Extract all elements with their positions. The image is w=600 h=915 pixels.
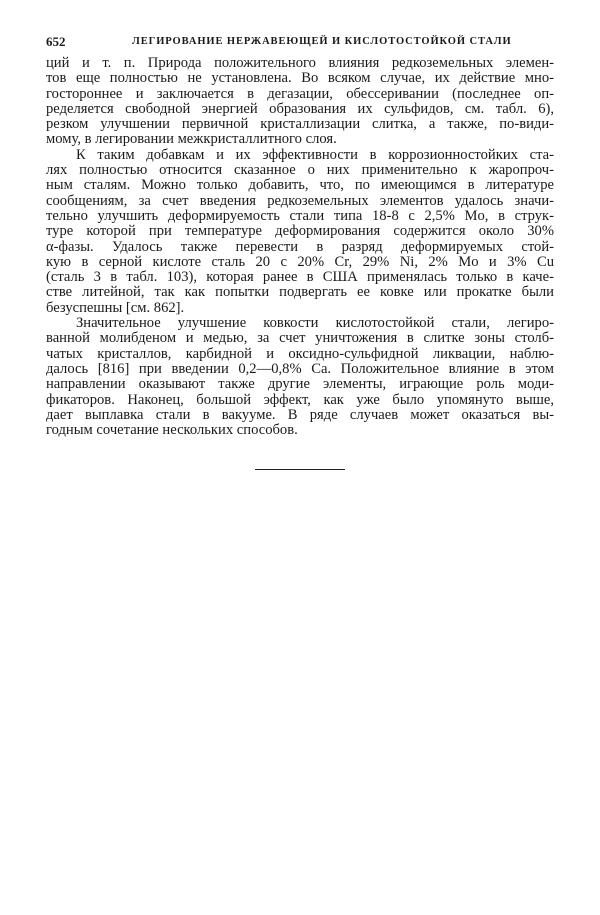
text-line: чатых кристаллов, карбидной и оксидно-сульфидной ликвации, наблю-: [46, 345, 554, 362]
text-line: мому, в легировании межкристаллитного слоя.: [46, 131, 337, 148]
running-title: ЛЕГИРОВАНИЕ НЕРЖАВЕЮЩЕЙ И КИСЛОТОСТОЙКОЙ СТАЛИ: [132, 36, 512, 47]
text-line: ций и т. п. Природа положительного влияния редкоземельных элемен-: [46, 55, 554, 71]
text-line: годным сочетание нескольких способов.: [46, 422, 298, 439]
text-line: безуспешны [см. 862].: [46, 299, 185, 316]
paragraph-3: [46, 316, 554, 438]
text-line: тов еще полностью не установлена. Во всяком случае, их действие мно-: [46, 70, 554, 87]
body-text: [46, 56, 554, 438]
page-number: 652: [46, 34, 66, 49]
text-line: К таким добавкам и их эффективности в коррозионностойких ста-: [76, 146, 554, 163]
text-line: ванной молибденом и медью, за счет уничтожения в слитке зоны столб-: [46, 330, 554, 347]
text-line: ределяется свободной энергией образования их сульфидов, см. табл. 6),: [46, 100, 554, 117]
text-line: тельно улучшить деформируемость стали типа 18-8 с 2,5% Mo, в струк-: [46, 207, 554, 224]
text-line: сообщениям, за счет введения редкоземельных элементов удалось значи-: [46, 192, 554, 209]
paragraph-1: [46, 56, 554, 148]
text-line: лях полностью относится сказанное о них применительно к жаропроч-: [46, 162, 554, 179]
paragraph-2: [46, 148, 554, 316]
text-line: гостороннее и заключается в дегазации, обессеривании (последнее оп-: [46, 85, 554, 102]
text-line: кую в серной кислоте сталь 20 с 20% Cr, 29% Ni, 2% Mo и 3% Cu: [46, 253, 554, 270]
section-end-rule: [255, 469, 345, 470]
running-header: [46, 30, 554, 52]
text-line: (сталь 3 в табл. 103), которая ранее в США применялась только в каче-: [46, 269, 554, 286]
text-line: стве литейной, так как попытки подвергать ее ковке или прокатке были: [46, 284, 554, 301]
book-page: [46, 30, 554, 438]
text-line: дает выплавка стали в вакууме. В ряде случаев может оказаться вы-: [46, 406, 554, 423]
text-line: Значительное улучшение ковкости кислотостойкой стали, легиро-: [76, 315, 554, 332]
text-line: туре которой при температуре деформирования содержится около 30%: [46, 223, 554, 240]
text-line: α-фазы. Удалось также перевести в разряд деформируемых стой-: [46, 238, 554, 255]
text-line: резком улучшении первичной кристаллизации слитка, а также, по-види-: [46, 116, 554, 133]
text-line: фикаторов. Наконец, большой эффект, как уже было упомянуто выше,: [46, 391, 554, 408]
text-line: направлении оказывают также другие элементы, играющие роль моди-: [46, 376, 554, 393]
text-line: далось [816] при введении 0,2—0,8% Ca. Положительное влияние в этом: [46, 360, 554, 377]
text-line: ным сталям. Можно только добавить, что, по имеющимся в литературе: [46, 177, 554, 194]
